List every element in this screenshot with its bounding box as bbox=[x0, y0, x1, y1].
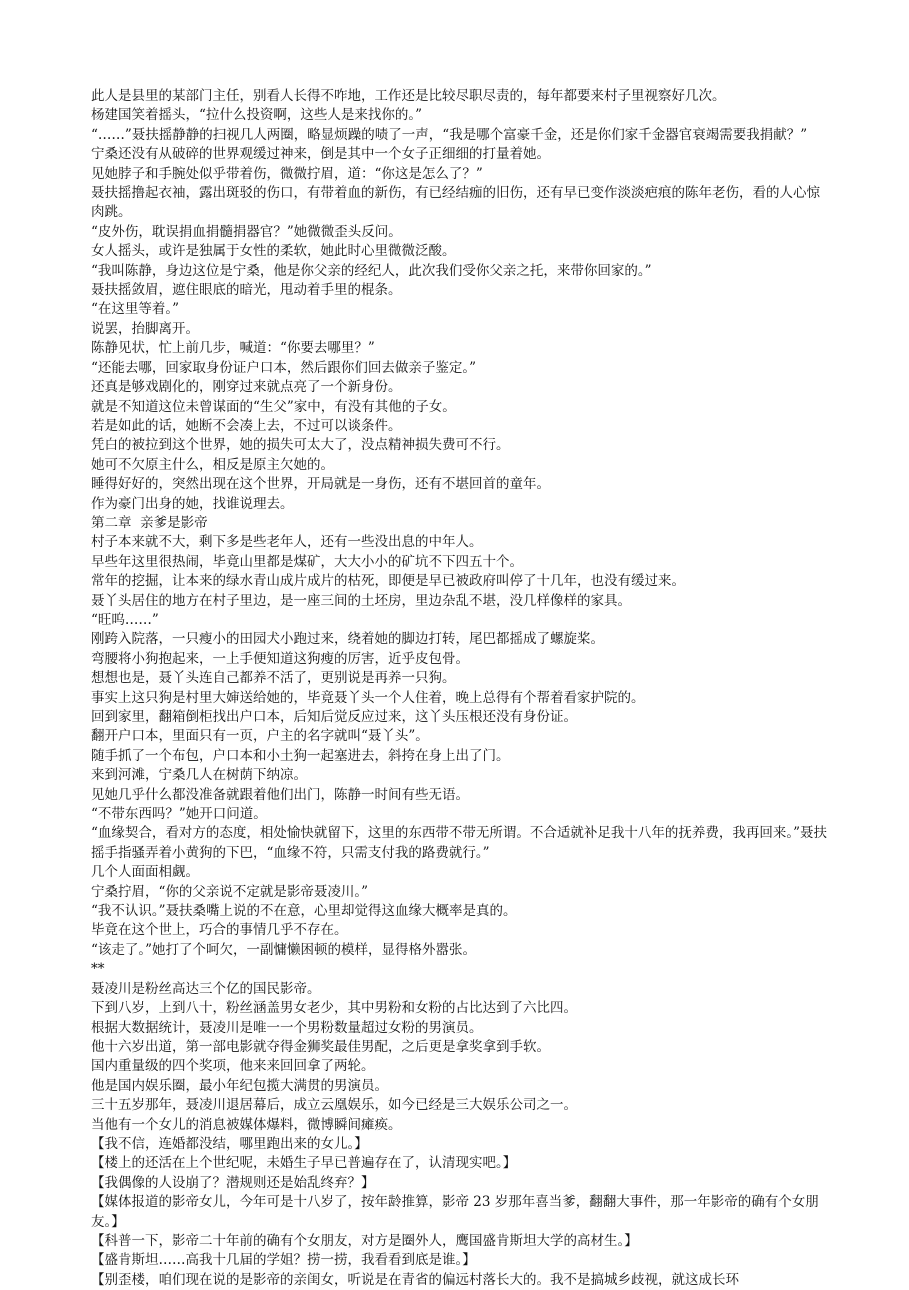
text-line: 根据大数据统计，聂凌川是唯一一个男粉数量超过女粉的男演员。 bbox=[91, 1019, 483, 1036]
text-line: 见她几乎什么都没准备就跟着他们出门，陈静一时间有些无语。 bbox=[91, 786, 469, 803]
text-line: 陈静见状，忙上前几步，喊道：“你要去哪里？” bbox=[91, 340, 375, 357]
text-line: 翻开户口本，里面只有一页，户主的名字就叫“聂丫头”。 bbox=[91, 728, 429, 745]
text-line: 就是不知道这位未曾谋面的“生父”家中，有没有其他的子女。 bbox=[91, 398, 456, 415]
text-line: 她可不欠原主什么，相反是原主欠她的。 bbox=[91, 456, 334, 473]
text-line: 回到家里，翻箱倒柜找出户口本，后知后觉反应过来，这丫头压根还没有身份证。 bbox=[91, 709, 577, 725]
text-line: 【盛肯斯坦……高我十几届的学姐？捞一捞，我看看到底是谁。】 bbox=[91, 1252, 476, 1269]
text-line: 聂凌川是粉丝高达三个亿的国民影帝。 bbox=[91, 980, 321, 997]
text-line: 见她脖子和手腕处似乎带着伤，微微拧眉，道：“你这是怎么了？” bbox=[91, 165, 483, 182]
text-line: 来到河滩，宁桑几人在树荫下纳凉。 bbox=[91, 767, 307, 784]
text-line: 事实上这只狗是村里大婶送给她的，毕竟聂丫头一个人住着，晚上总得有个帮着看家护院的。 bbox=[91, 689, 645, 706]
text-line: 说罢，抬脚离开。 bbox=[91, 320, 199, 337]
text-line: 宁桑拧眉，“你的父亲说不定就是影帝聂凌川。” bbox=[91, 883, 369, 900]
text-line: 他十六岁出道，第一部电影就夺得金狮奖最佳男配，之后更是拿奖拿到手软。 bbox=[91, 1038, 550, 1055]
text-line: “在这里等着。” bbox=[91, 301, 180, 318]
text-line: 【我偶像的人设崩了？潜规则还是始乱终弃？】 bbox=[91, 1174, 375, 1191]
text-line: 还真是够戏剧化的，刚穿过来就点亮了一个新身份。 bbox=[91, 379, 402, 396]
text-line: 三十五岁那年，聂凌川退居幕后，成立云凰娱乐，如今已经是三大娱乐公司之一。 bbox=[91, 1097, 577, 1114]
text-line: 作为豪门出身的她，找谁说理去。 bbox=[91, 495, 294, 512]
text-line: 随手抓了一个布包，户口本和小土狗一起塞进去，斜挎在身上出了门。 bbox=[91, 747, 510, 764]
text-line: 常年的挖掘，让本来的绿水青山成片成片的枯死，即便是早已被政府叫停了十几年，也没有缓过来。 bbox=[91, 573, 685, 590]
text-line: “我不认识。”聂扶桑嘴上说的不在意，心里却觉得这血缘大概率是真的。 bbox=[91, 903, 517, 920]
text-line: 早些年这里很热闹，毕竟山里都是煤矿，大大小小的矿坑不下四五十个。 bbox=[91, 553, 523, 570]
text-line: 第二章 亲爹是影帝 bbox=[91, 514, 208, 531]
text-line: “不带东西吗？”她开口问道。 bbox=[91, 806, 267, 823]
text-line: “我叫陈静，身边这位是宁桑，他是你父亲的经纪人，此次我们受你父亲之托，来带你回家的。” bbox=[91, 262, 652, 279]
text-line: 下到八岁，上到八十，粉丝涵盖男女老少，其中男粉和女粉的占比达到了六比四。 bbox=[91, 1000, 577, 1017]
text-line: 凭白的被拉到这个世界，她的损失可太大了，没点精神损失费可不行。 bbox=[91, 437, 510, 454]
text-line: 刚跨入院落，一只瘦小的田园犬小跑过来，绕着她的脚边打转，尾巴都摇成了螺旋桨。 bbox=[91, 631, 604, 648]
text-line: 国内重量级的四个奖项，他来来回回拿了两轮。 bbox=[91, 1058, 375, 1075]
text-line: 杨建国笑着摇头，“拉什么投资啊，这些人是来找你的。” bbox=[91, 107, 423, 124]
text-line: 宁桑还没有从破碎的世界观缓过神来，倒是其中一个女子正细细的打量着她。 bbox=[91, 146, 550, 163]
document-page bbox=[91, 87, 831, 1290]
text-line: “该走了。”她打了个呵欠，一副慵懒困顿的模样，显得格外嚣张。 bbox=[91, 941, 477, 958]
text-line: 此人是县里的某部门主任，别看人长得不咋地，工作还是比较尽职尽责的，每年都要来村子里视察好几次。 bbox=[91, 88, 726, 104]
text-line: ** bbox=[91, 961, 105, 978]
text-line: 毕竟在这个世上，巧合的事情几乎不存在。 bbox=[91, 922, 348, 939]
text-line: 若是如此的话，她断不会凑上去，不过可以谈条件。 bbox=[91, 417, 402, 434]
text-line: “……”聂扶摇静静的扫视几人两圈，略显烦躁的啧了一声，“我是哪个富豪千金，还是你们家千金器官衰竭需要我捐献？” bbox=[91, 126, 808, 143]
text-line: 聂扶摇敛眉，遮住眼底的暗光，甩动着手里的棍条。 bbox=[91, 282, 402, 299]
text-line: 弯腰将小狗抱起来，一上手便知道这狗瘦的厉害，近乎皮包骨。 bbox=[91, 650, 469, 667]
text-line: 【别歪楼，咱们现在说的是影帝的亲闺女，听说是在青省的偏远村落长大的。我不是搞城乡歧视，就这成长环 bbox=[91, 1271, 739, 1288]
text-line: “血缘契合，看对方的态度，相处愉快就留下，这里的东西带不带无所谓。不合适就补足我十八年的抚养费，我再回来。”聂扶摇手指骚弄着小黄狗的下巴，“血缘不符，只需支付我的路费就行。” bbox=[91, 825, 828, 861]
text-line: 聂丫头居住的地方在村子里边，是一座三间的土坯房，里边杂乱不堪，没几样像样的家具。 bbox=[91, 592, 631, 609]
text-line: “旺呜……” bbox=[91, 611, 159, 628]
text-line: 【科普一下，影帝二十年前的确有个女朋友，对方是圈外人，鹰国盛肯斯坦大学的高材生。】 bbox=[91, 1232, 638, 1249]
text-line: 村子本来就不大，剩下多是些老年人，还有一些没出息的中年人。 bbox=[91, 534, 483, 551]
text-line: 当他有一个女儿的消息被媒体爆料，微博瞬间瘫痪。 bbox=[91, 1116, 402, 1133]
text-line: 他是国内娱乐圈，最小年纪包揽大满贯的男演员。 bbox=[91, 1077, 388, 1094]
text-line: 【楼上的还活在上个世纪呢，未婚生子早已普遍存在了，认清现实吧。】 bbox=[91, 1155, 517, 1172]
text-line: 【媒体报道的影帝女儿，今年可是十八岁了，按年龄推算，影帝 23 岁那年喜当爹，翻翻大事件，那一年影帝的确有个女朋友。】 bbox=[91, 1194, 819, 1230]
text-line: “还能去哪，回家取身份证户口本，然后跟你们回去做亲子鉴定。” bbox=[91, 359, 477, 376]
text-line: 睡得好好的，突然出现在这个世界，开局就是一身伤，还有不堪回首的童年。 bbox=[91, 476, 550, 493]
text-line: 聂扶摇撸起衣袖，露出斑驳的伤口，有带着血的新伤，有已经结痂的旧伤，还有早已变作淡淡疤痕的陈年老伤，看的人心惊肉跳。 bbox=[91, 185, 820, 221]
text-line: 【我不信，连婚都没结，哪里跑出来的女儿。】 bbox=[91, 1135, 368, 1152]
text-line: 几个人面面相觑。 bbox=[91, 864, 199, 881]
text-line: 女人摇头，或许是独属于女性的柔软，她此时心里微微泛酸。 bbox=[91, 243, 456, 260]
text-line: “皮外伤，耽误捐血捐髓捐器官？”她微微歪头反问。 bbox=[91, 223, 402, 240]
text-line: 想想也是，聂丫头连自己都养不活了，更别说是再养一只狗。 bbox=[91, 670, 456, 687]
